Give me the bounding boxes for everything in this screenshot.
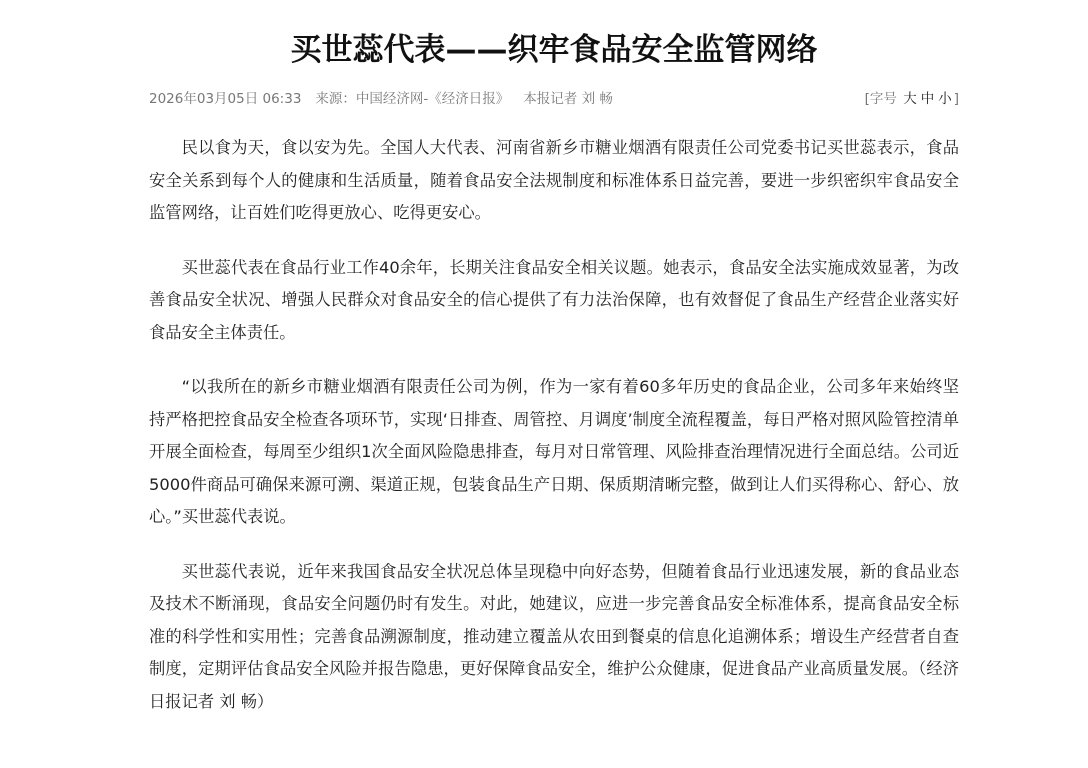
source-label: 来源： <box>315 91 356 107</box>
source-name: 中国经济网-《经济日报》 <box>355 91 510 107</box>
paragraph: 买世蕊代表在食品行业工作40余年，长期关注食品安全相关议题。她表示，食品安全法实施成效显著，为改善食品安全状况、增强人民群众对食品安全的信心提供了有力法治保障，也有效督促了食品生产经营企业落实好食品安全主体责任。 <box>149 257 959 342</box>
font-size-control <box>865 88 959 110</box>
font-size-medium-button[interactable]: 中 <box>920 91 935 107</box>
reporter-byline: 本报记者 刘 畅 <box>523 91 613 107</box>
article <box>149 0 959 718</box>
paragraph: 民以食为天，食以安为先。全国人大代表、河南省新乡市糖业烟酒有限责任公司党委书记买世蕊表示，食品安全关系到每个人的健康和生活质量，随着食品安全法规制度和标准体系日益完善，要进一步织密织牢食品安全监管网络，让百姓们吃得更放心、吃得更安心。 <box>149 138 959 222</box>
font-size-suffix: ] <box>953 91 959 107</box>
article-title: 买世蕊代表——织牢食品安全监管网络 <box>290 32 818 68</box>
font-size-prefix: [字号 <box>864 91 897 107</box>
publish-datetime: 2026年03月05日 06:33 <box>149 91 302 107</box>
article-body <box>149 132 959 718</box>
paragraph: “以我所在的新乡市糖业烟酒有限责任公司为例，作为一家有着60多年历史的食品企业，公司多年来始终坚持严格把控食品安全检查各项环节，实现‘日排查、周管控、月调度’制度全流程覆盖，每日严格对照风险管控清单开展全面检查，每周至少组织1次全面风险隐患排查，每月对日常管理、风险排查治理情况进行全面总结。公司近5000件商品可确保来源可溯、渠道正规，包装食品生产日期、保质期清晰完整，做到让人们买得称心、舒心、放心。”买世蕊代表说。 <box>149 377 959 526</box>
article-meta <box>149 88 959 110</box>
paragraph: 买世蕊代表说，近年来我国食品安全状况总体呈现稳中向好态势，但随着食品行业迅速发展，新的食品业态及技术不断涌现，食品安全问题仍时有发生。对此，她建议，应进一步完善食品安全标准体系，提高食品安全标准的科学性和实用性；完善食品溯源制度，推动建立覆盖从农田到餐桌的信息化追溯体系；增设生产经营者自查制度，定期评估食品安全风险并报告隐患，更好保障食品安全，维护公众健康，促进食品产业高质量发展。（经济日报记者 刘 畅） <box>149 561 959 711</box>
font-size-small-button[interactable]: 小 <box>938 91 952 107</box>
font-size-large-button[interactable]: 大 <box>903 91 917 107</box>
